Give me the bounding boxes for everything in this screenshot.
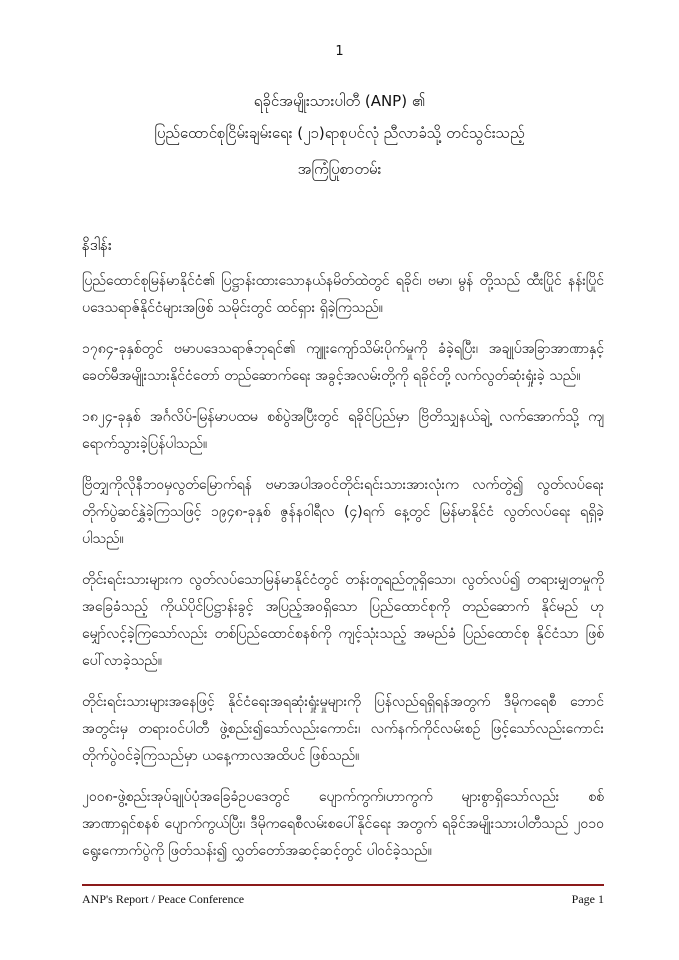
footer-page-number: Page 1 bbox=[571, 892, 604, 906]
paragraph: ဗြိတျှကိုလိုနီဘဝမှလွတ်မြောက်ရန် ဗမာအပါအဝင်တိုင်းရင်းသားအားလုံးက လက်တွဲ၍ လွတ်လပ်ရေး တိုက်ပွဲဆင်နွှဲခဲ့ကြသဖြင့် ၁၉၄၈-ခုနှစ် ဇွန်နဝါရီလ (၄)ရက် နေ့တွင် မြန်မာနိုင်ငံ လွတ်လပ်ရေး ရရှိခဲ့ပါသည်။ bbox=[82, 477, 604, 547]
paragraph: တိုင်းရင်းသားများက လွတ်လပ်သောမြန်မာနိုင်ငံတွင် တန်းတူရည်တူရှိသော၊ လွတ်လပ်၍ တရားမျှတမှုကို အခြေခံသည့် ကိုယ်ပိုင်ပြဋ္ဌာန်းခွင့် အပြည့်အဝရှိသော ပြည်ထောင်စုကို တည်ဆောက် နိုင်မည် ဟု မျှော်လင့်ခဲ့ကြသော်လည်း တစ်ပြည်ထောင်စနစ်ကို ကျင့်သုံးသည့် အမည်ခံ ပြည်ထောင်စု နိုင်ငံသာ ဖြစ်ပေါ်လာခဲ့သည်။ bbox=[82, 572, 604, 669]
footer-divider bbox=[82, 884, 604, 886]
paragraph: တိုင်းရင်းသားများအနေဖြင့် နိုင်ငံရေးအရဆုံးရှုံးမှုများကို ပြန်လည်ရရှိရန်အတွက် ဒီမိုကရေစီ ဘောင် အတွင်းမှ တရားဝင်ပါတီ ဖွဲ့စည်း၍သော်လည်းကောင်း၊ လက်နက်ကိုင်လမ်းစဉ် ဖြင့်သော်လည်းကောင်း တိုက်ပွဲဝင်ခဲ့ကြသည်မှာ ယနေ့ကာလအထိပင် ဖြစ်သည်။ bbox=[82, 694, 604, 764]
body-content bbox=[82, 268, 604, 879]
page-number-top: 1 bbox=[335, 44, 344, 59]
paragraph: ပြည်ထောင်စုမြန်မာနိုင်ငံ၏ ပြဋ္ဌာန်းထားသောနယ်နမိတ်ထဲတွင် ရခိုင်၊ ဗမာ၊ မွန် တို့သည် ထီးပြိုင် နန်းပြိုင် ပဒေသရာဇ်နိုင်ငံများအဖြစ် သမိုင်းတွင် ထင်ရှား ရှိခဲ့ကြသည်။ bbox=[82, 273, 604, 316]
footer-title: ANP's Report / Peace Conference bbox=[82, 892, 245, 906]
title-line-1: ရခိုင်အမျိုးသားပါတီ (ANP) ၏ bbox=[253, 92, 426, 110]
title-line-2: ပြည်ထောင်စုငြိမ်းချမ်းရေး (၂၁)ရာစုပင်လုံ ညီလာခံသို့ တင်သွင်းသည့် bbox=[154, 124, 525, 142]
paragraph: ၂၀၀၈-ဖွဲ့စည်းအုပ်ချုပ်ပုံအခြေခံဥပဒေတွင် ပျောက်ကွက်၊ဟာကွက် များစွာရှိသော်လည်း စစ်အာဏာရှင်စနစ် ပျောက်ကွယ်ပြီး၊ ဒီမိုကရေစီလမ်းစပေါ်နိုင်ရေး အတွက် ရခိုင်အမျိုးသားပါတီသည် ၂၀၁၀ ရွေးကောက်ပွဲကို ဖြတ်သန်း၍ လွှတ်တော်အဆင့်ဆင့်တွင် ပါဝင်ခဲ့သည်။ bbox=[82, 789, 604, 859]
title-line-3: အကြံပြုစာတမ်း bbox=[297, 160, 382, 178]
section-heading: နိဒါန်း bbox=[82, 236, 112, 254]
paragraph: ၁၈၂၄-ခုနှစ် အင်္ဂလိပ်-မြန်မာပထမ စစ်ပွဲအပြီးတွင် ရခိုင်ပြည်မှာ ဗြိတိသျှနယ်ချဲ့ လက်အောက်သို့ ကျရောက်သွားခဲ့ပြန်ပါသည်။ bbox=[82, 409, 604, 452]
paragraph: ၁၇၈၄-ခုနှစ်တွင် ဗမာပဒေသရာဇ်ဘုရင်၏ ကျူးကျော်သိမ်းပိုက်မှုကို ခံခဲ့ရပြီး၊ အချုပ်အခြာအာဏာနှင့် ခေတ်မီအမျိုးသားနိုင်ငံတော် တည်ဆောက်ရေး အခွင့်အလမ်းတို့ကို ရခိုင်တို့ လက်လွတ်ဆုံးရှုံးခဲ့ သည်။ bbox=[82, 341, 604, 384]
